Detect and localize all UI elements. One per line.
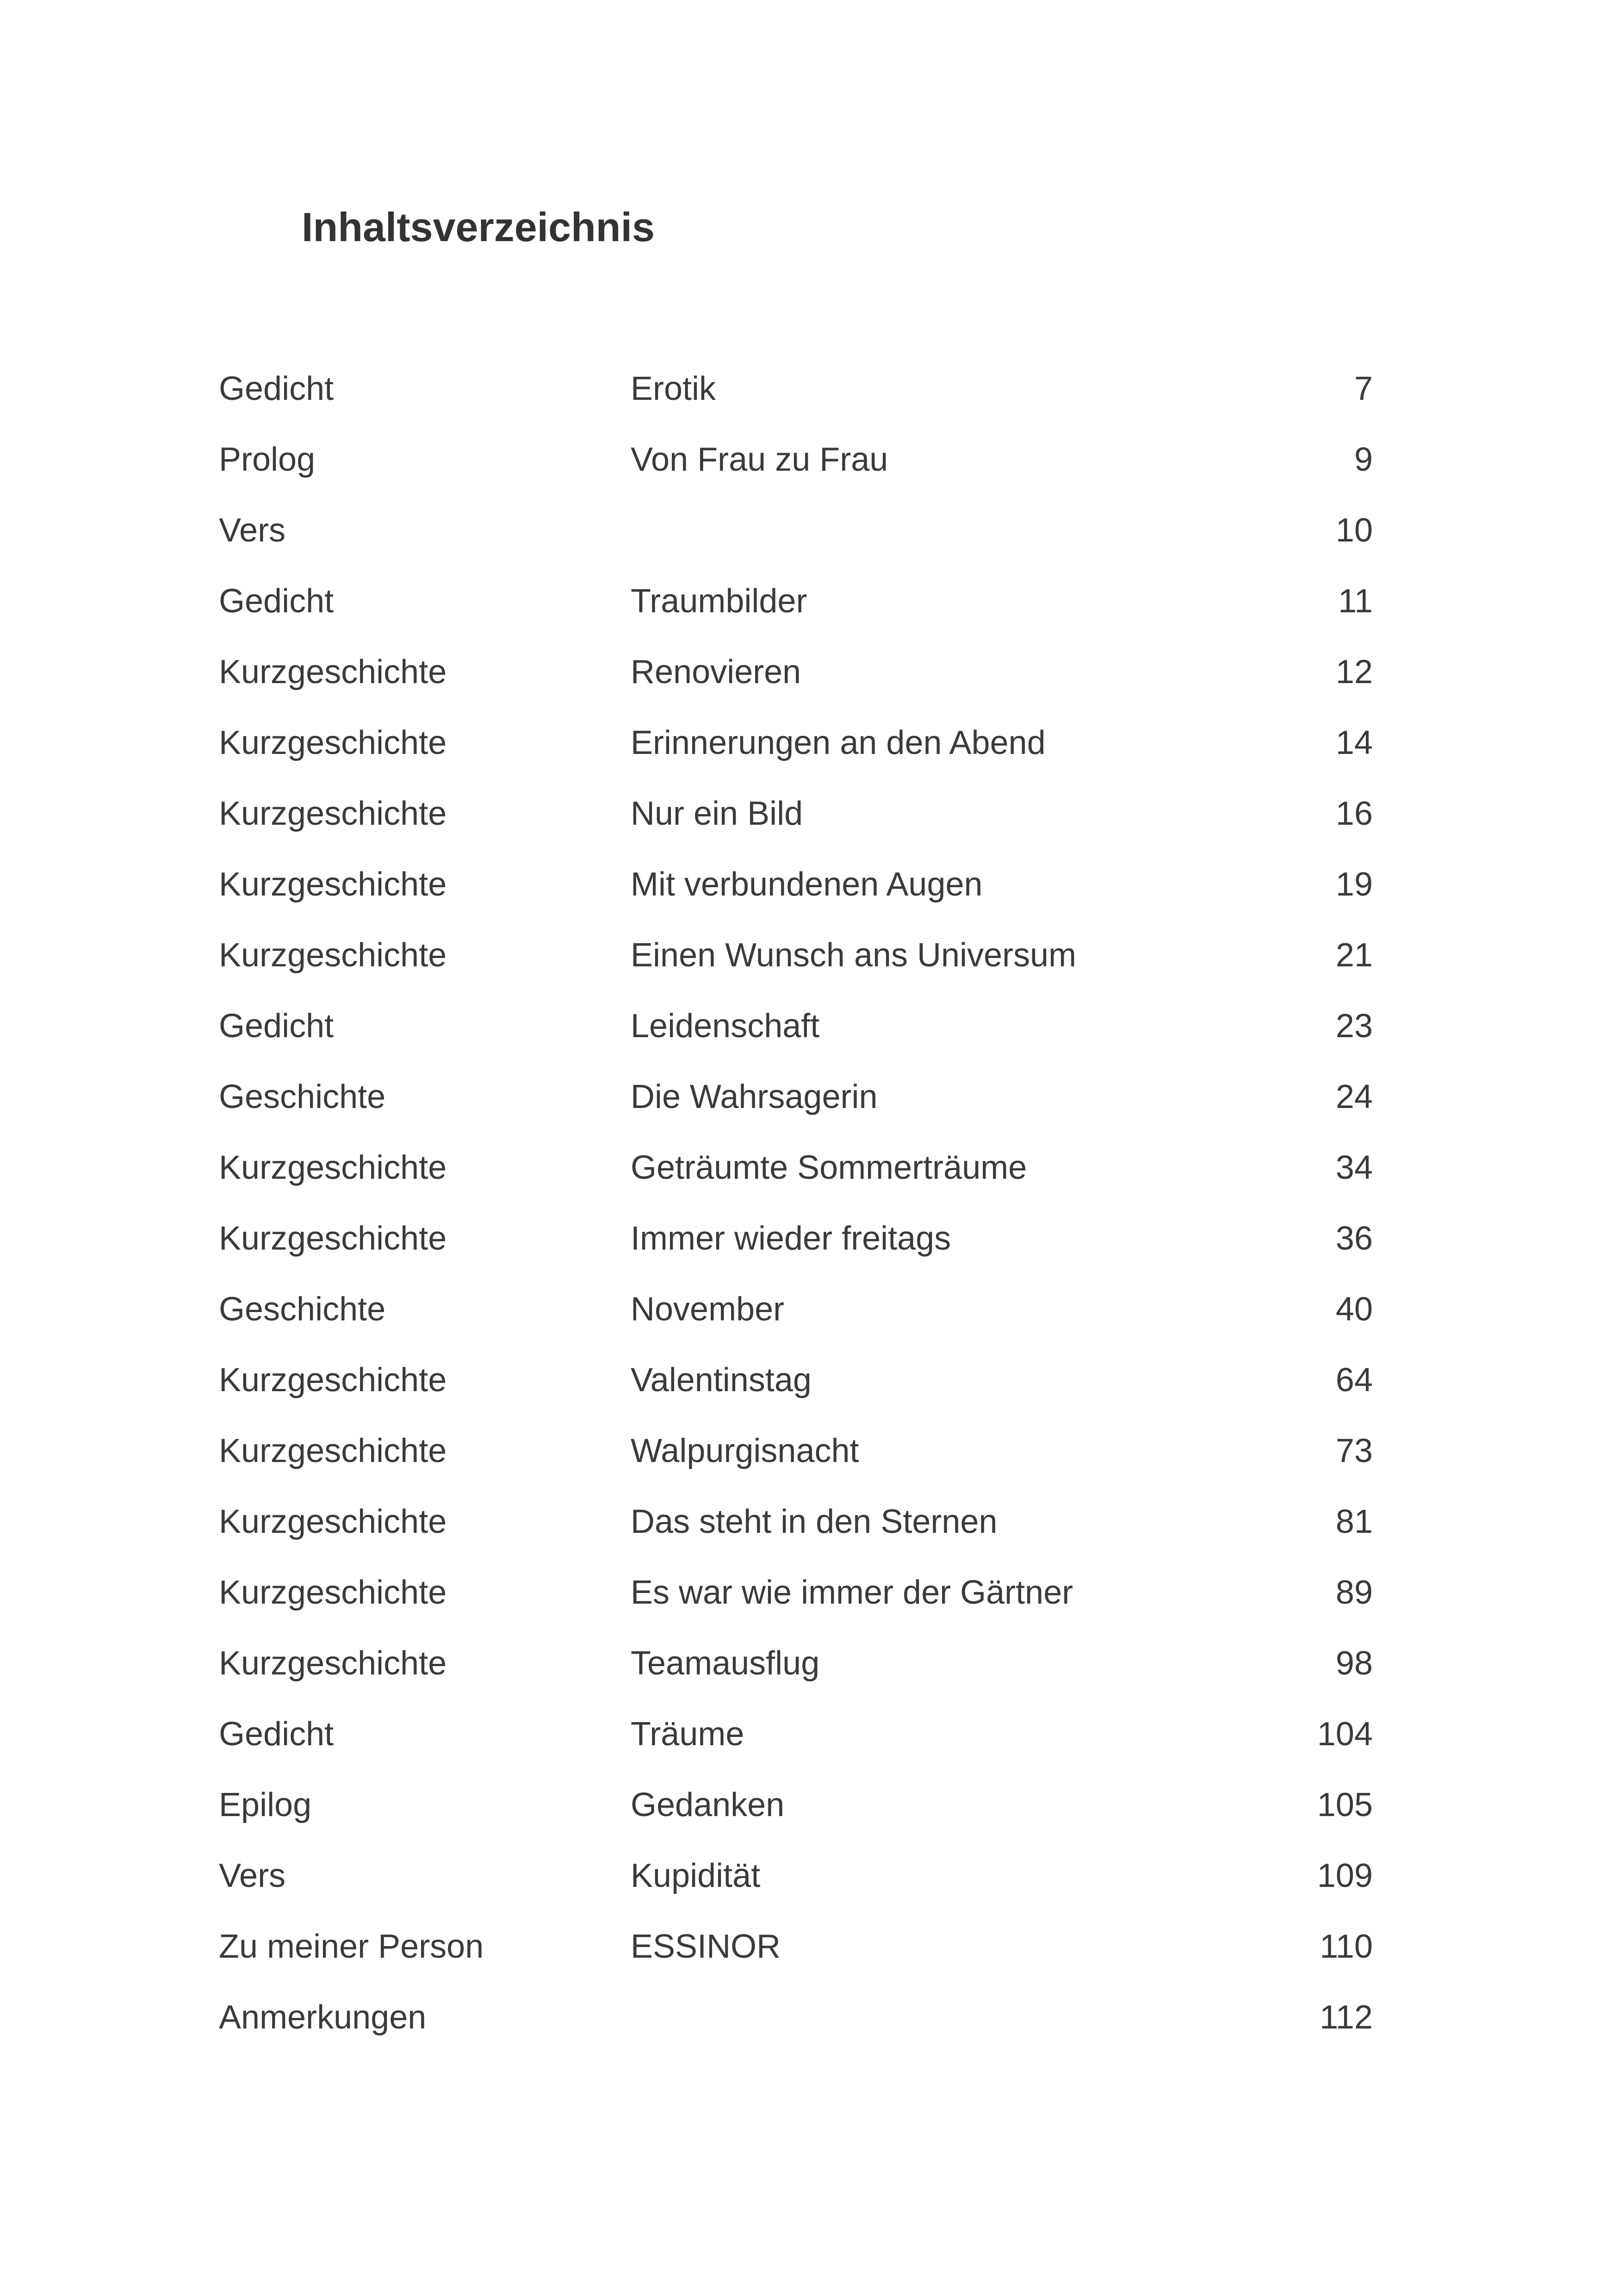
toc-entry-title: Einen Wunsch ans Universum — [631, 937, 1077, 974]
toc-entry-title: ESSINOR — [631, 1928, 781, 1965]
toc-row — [0, 1557, 1618, 1628]
toc-entry-type: Gedicht — [219, 370, 334, 407]
toc-entry-title: Von Frau zu Frau — [631, 441, 888, 478]
toc-entry-type: Gedicht — [219, 583, 334, 620]
toc-entry-type: Kurzgeschichte — [219, 1574, 447, 1611]
toc-entry-title: November — [631, 1291, 785, 1328]
toc-page-number: 16 — [1335, 795, 1373, 832]
toc-entry-type: Gedicht — [219, 1008, 334, 1045]
toc-page-number: 19 — [1335, 866, 1373, 903]
toc-entry-type: Geschichte — [219, 1078, 386, 1115]
toc-row — [0, 495, 1618, 566]
toc-entry-title: Kupidität — [631, 1857, 761, 1894]
toc-entry-type: Anmerkungen — [219, 1999, 427, 2036]
toc-row — [0, 637, 1618, 708]
toc-row — [0, 1274, 1618, 1345]
toc-page-number: 104 — [1317, 1716, 1373, 1753]
toc-page-number: 36 — [1335, 1220, 1373, 1257]
toc-entry-type: Kurzgeschichte — [219, 1149, 447, 1186]
toc-entry-type: Vers — [219, 512, 286, 549]
toc-row — [0, 424, 1618, 495]
toc-entry-title: Erotik — [631, 370, 716, 407]
toc-entry-title: Mit verbundenen Augen — [631, 866, 983, 903]
toc-entry-type: Geschichte — [219, 1291, 386, 1328]
toc-page-number: 12 — [1335, 653, 1373, 691]
toc-page-number: 109 — [1317, 1857, 1373, 1894]
toc-page-number: 105 — [1317, 1786, 1373, 1823]
toc-page-number: 14 — [1335, 724, 1373, 761]
toc-entry-type: Kurzgeschichte — [219, 724, 447, 761]
toc-row — [0, 566, 1618, 637]
toc-entry-type: Kurzgeschichte — [219, 1503, 447, 1540]
toc-page-number: 24 — [1335, 1078, 1373, 1115]
toc-row — [0, 708, 1618, 778]
toc-row — [0, 1911, 1618, 1982]
toc-row — [0, 849, 1618, 920]
toc-entry-title: Geträumte Sommerträume — [631, 1149, 1027, 1186]
toc-entry-type: Kurzgeschichte — [219, 1220, 447, 1257]
toc-entry-type: Vers — [219, 1857, 286, 1894]
toc-row — [0, 1416, 1618, 1487]
toc-page-number: 110 — [1320, 1928, 1373, 1965]
toc-page-number: 73 — [1335, 1432, 1373, 1469]
toc-entry-title: Gedanken — [631, 1786, 785, 1823]
toc-entry-title: Träume — [631, 1716, 744, 1753]
toc-entry-type: Zu meiner Person — [219, 1928, 484, 1965]
toc-entry-title: Erinnerungen an den Abend — [631, 724, 1046, 761]
toc-page-number: 40 — [1335, 1291, 1373, 1328]
toc-entry-title: Die Wahrsagerin — [631, 1078, 878, 1115]
toc-row — [0, 1770, 1618, 1841]
toc-page-number: 89 — [1335, 1574, 1373, 1611]
toc-page-number: 81 — [1335, 1503, 1373, 1540]
toc-page-number: 9 — [1354, 441, 1373, 478]
toc-row — [0, 1345, 1618, 1416]
toc-entry-title: Traumbilder — [631, 583, 807, 620]
toc-entry-type: Kurzgeschichte — [219, 1645, 447, 1682]
toc-entry-type: Kurzgeschichte — [219, 866, 447, 903]
toc-page-number: 98 — [1335, 1645, 1373, 1682]
toc-entry-title: Renovieren — [631, 653, 801, 691]
toc-row — [0, 1982, 1618, 2053]
toc-entry-type: Kurzgeschichte — [219, 937, 447, 974]
toc-entry-type: Gedicht — [219, 1716, 334, 1753]
toc-page-number: 10 — [1335, 512, 1373, 549]
toc-entry-title: Walpurgisnacht — [631, 1432, 859, 1469]
toc-entry-type: Kurzgeschichte — [219, 1362, 447, 1399]
toc-row — [0, 1132, 1618, 1203]
toc-row — [0, 1841, 1618, 1911]
toc-row — [0, 991, 1618, 1062]
toc-page-number: 112 — [1320, 1999, 1373, 2036]
toc-entry-title: Es war wie immer der Gärtner — [631, 1574, 1073, 1611]
toc-row — [0, 1203, 1618, 1274]
toc-row — [0, 778, 1618, 849]
toc-page-number: 64 — [1335, 1362, 1373, 1399]
toc-page-number: 11 — [1338, 583, 1373, 620]
toc-entry-type: Kurzgeschichte — [219, 1432, 447, 1469]
toc-entry-title: Teamausflug — [631, 1645, 820, 1682]
toc-row — [0, 1062, 1618, 1132]
toc-entry-type: Prolog — [219, 441, 316, 478]
toc-page-number: 34 — [1335, 1149, 1373, 1186]
toc-entry-title: Leidenschaft — [631, 1008, 820, 1045]
toc-entry-title: Nur ein Bild — [631, 795, 803, 832]
toc-page-number: 23 — [1335, 1008, 1373, 1045]
toc-page-number: 21 — [1335, 937, 1373, 974]
toc-row — [0, 1487, 1618, 1557]
toc-page-number: 7 — [1354, 370, 1373, 407]
toc-row — [0, 1628, 1618, 1699]
toc-row — [0, 920, 1618, 991]
toc-entry-type: Kurzgeschichte — [219, 653, 447, 691]
toc-entry-title: Immer wieder freitags — [631, 1220, 951, 1257]
toc-entry-type: Epilog — [219, 1786, 312, 1823]
toc-entry-title: Valentinstag — [631, 1362, 812, 1399]
toc-entry-type: Kurzgeschichte — [219, 795, 447, 832]
toc-entry-title: Das steht in den Sternen — [631, 1503, 998, 1540]
page-title: Inhaltsverzeichnis — [302, 204, 655, 250]
toc-row — [0, 354, 1618, 424]
toc-row — [0, 1699, 1618, 1770]
